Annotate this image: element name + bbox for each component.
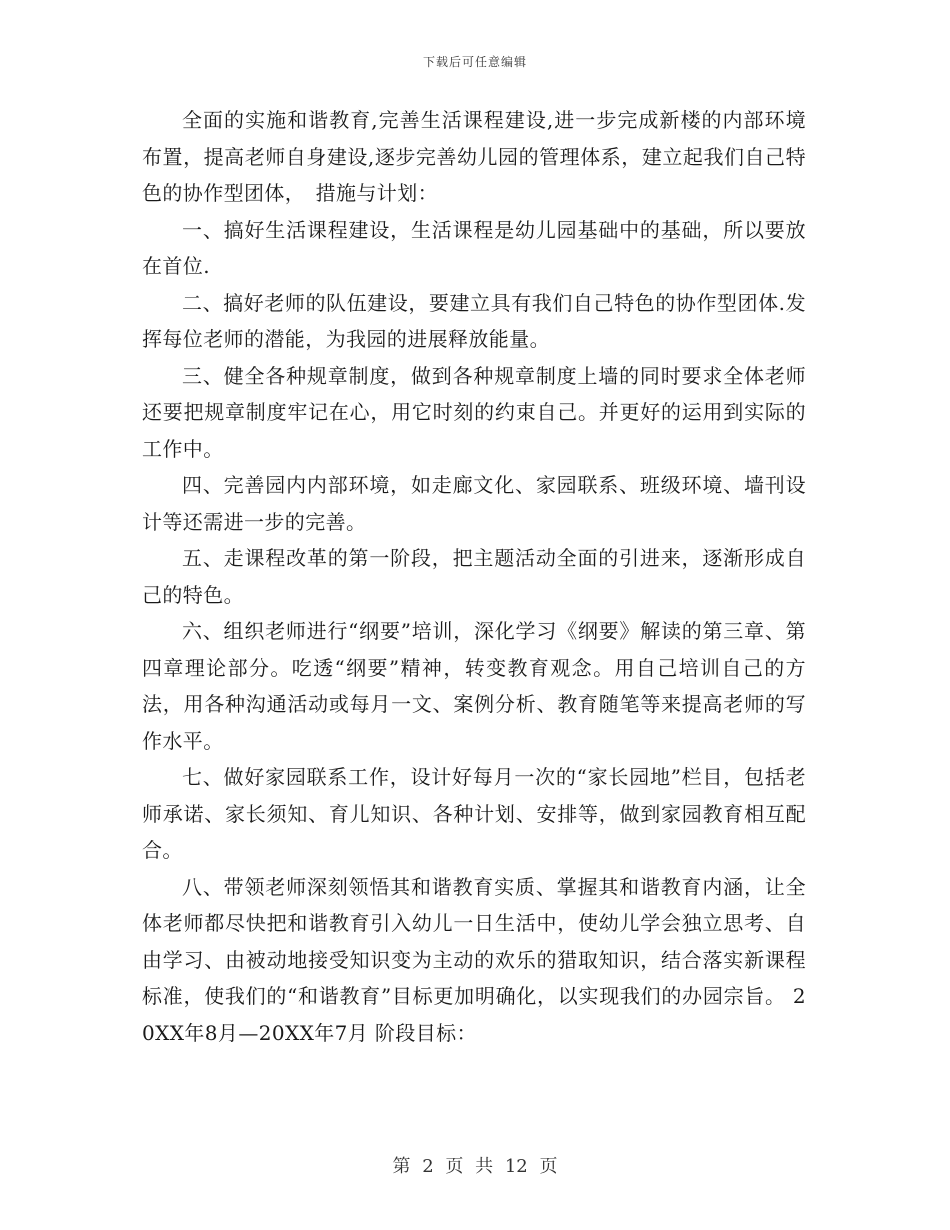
paragraph-item-1: 一、搞好生活课程建设，生活课程是幼儿园基础中的基础，所以要放在首位.	[142, 217, 806, 278]
paragraph-item-5: 五、走课程改革的第一阶段，把主题活动全面的引进来，逐渐形成自己的特色。	[142, 546, 806, 607]
paragraph-intro: 全面的实施和谐教育,完善生活课程建设,进一步完成新楼的内部环境布置，提高老师自身建设,逐步完善幼儿园的管理体系，建立起我们自己特色的协作型团体， 措施与计划：	[142, 108, 806, 205]
paragraph-item-7: 七、做好家园联系工作，设计好每月一次的“家长园地”栏目，包括老师承诺、家长须知、育儿知识、各种计划、安排等，做到家园教育相互配合。	[142, 765, 806, 862]
paragraph-item-8: 八、带领老师深刻领悟其和谐教育实质、掌握其和谐教育内涵，让全体老师都尽快把和谐教育引入幼儿一日生活中，使幼儿学会独立思考、自由学习、由被动地接受知识变为主动的欢乐的猎取知识，结合落实新课程标准，使我们的“和谐教育”目标更加明确化，以实现我们的办园宗旨。 20XX年8月—20XX年7月 阶段目标：	[142, 874, 806, 1045]
document-body	[142, 102, 806, 1051]
paragraph-item-6: 六、组织老师进行“纲要”培训，深化学习《纲要》解读的第三章、第四章理论部分。吃透“纲要”精神，转变教育观念。用自己培训自己的方法，用各种沟通活动或每月一文、案例分析、教育随笔等来提高老师的写作水平。	[142, 619, 806, 753]
paragraph-item-3: 三、健全各种规章制度，做到各种规章制度上墙的同时要求全体老师还要把规章制度牢记在心，用它时刻的约束自己。并更好的运用到实际的工作中。	[142, 363, 806, 461]
page-number-footer: 第 2 页 共 12 页	[392, 1156, 558, 1177]
paragraph-item-4: 四、完善园内内部环境，如走廊文化、家园联系、班级环境、墙刊设计等还需进一步的完善。	[142, 473, 806, 534]
paragraph-item-2: 二、搞好老师的队伍建设，要建立具有我们自己特色的协作型团体.发挥每位老师的潜能，为我园的进展释放能量。	[142, 290, 806, 351]
page-header: 下载后可任意编辑	[422, 55, 527, 69]
